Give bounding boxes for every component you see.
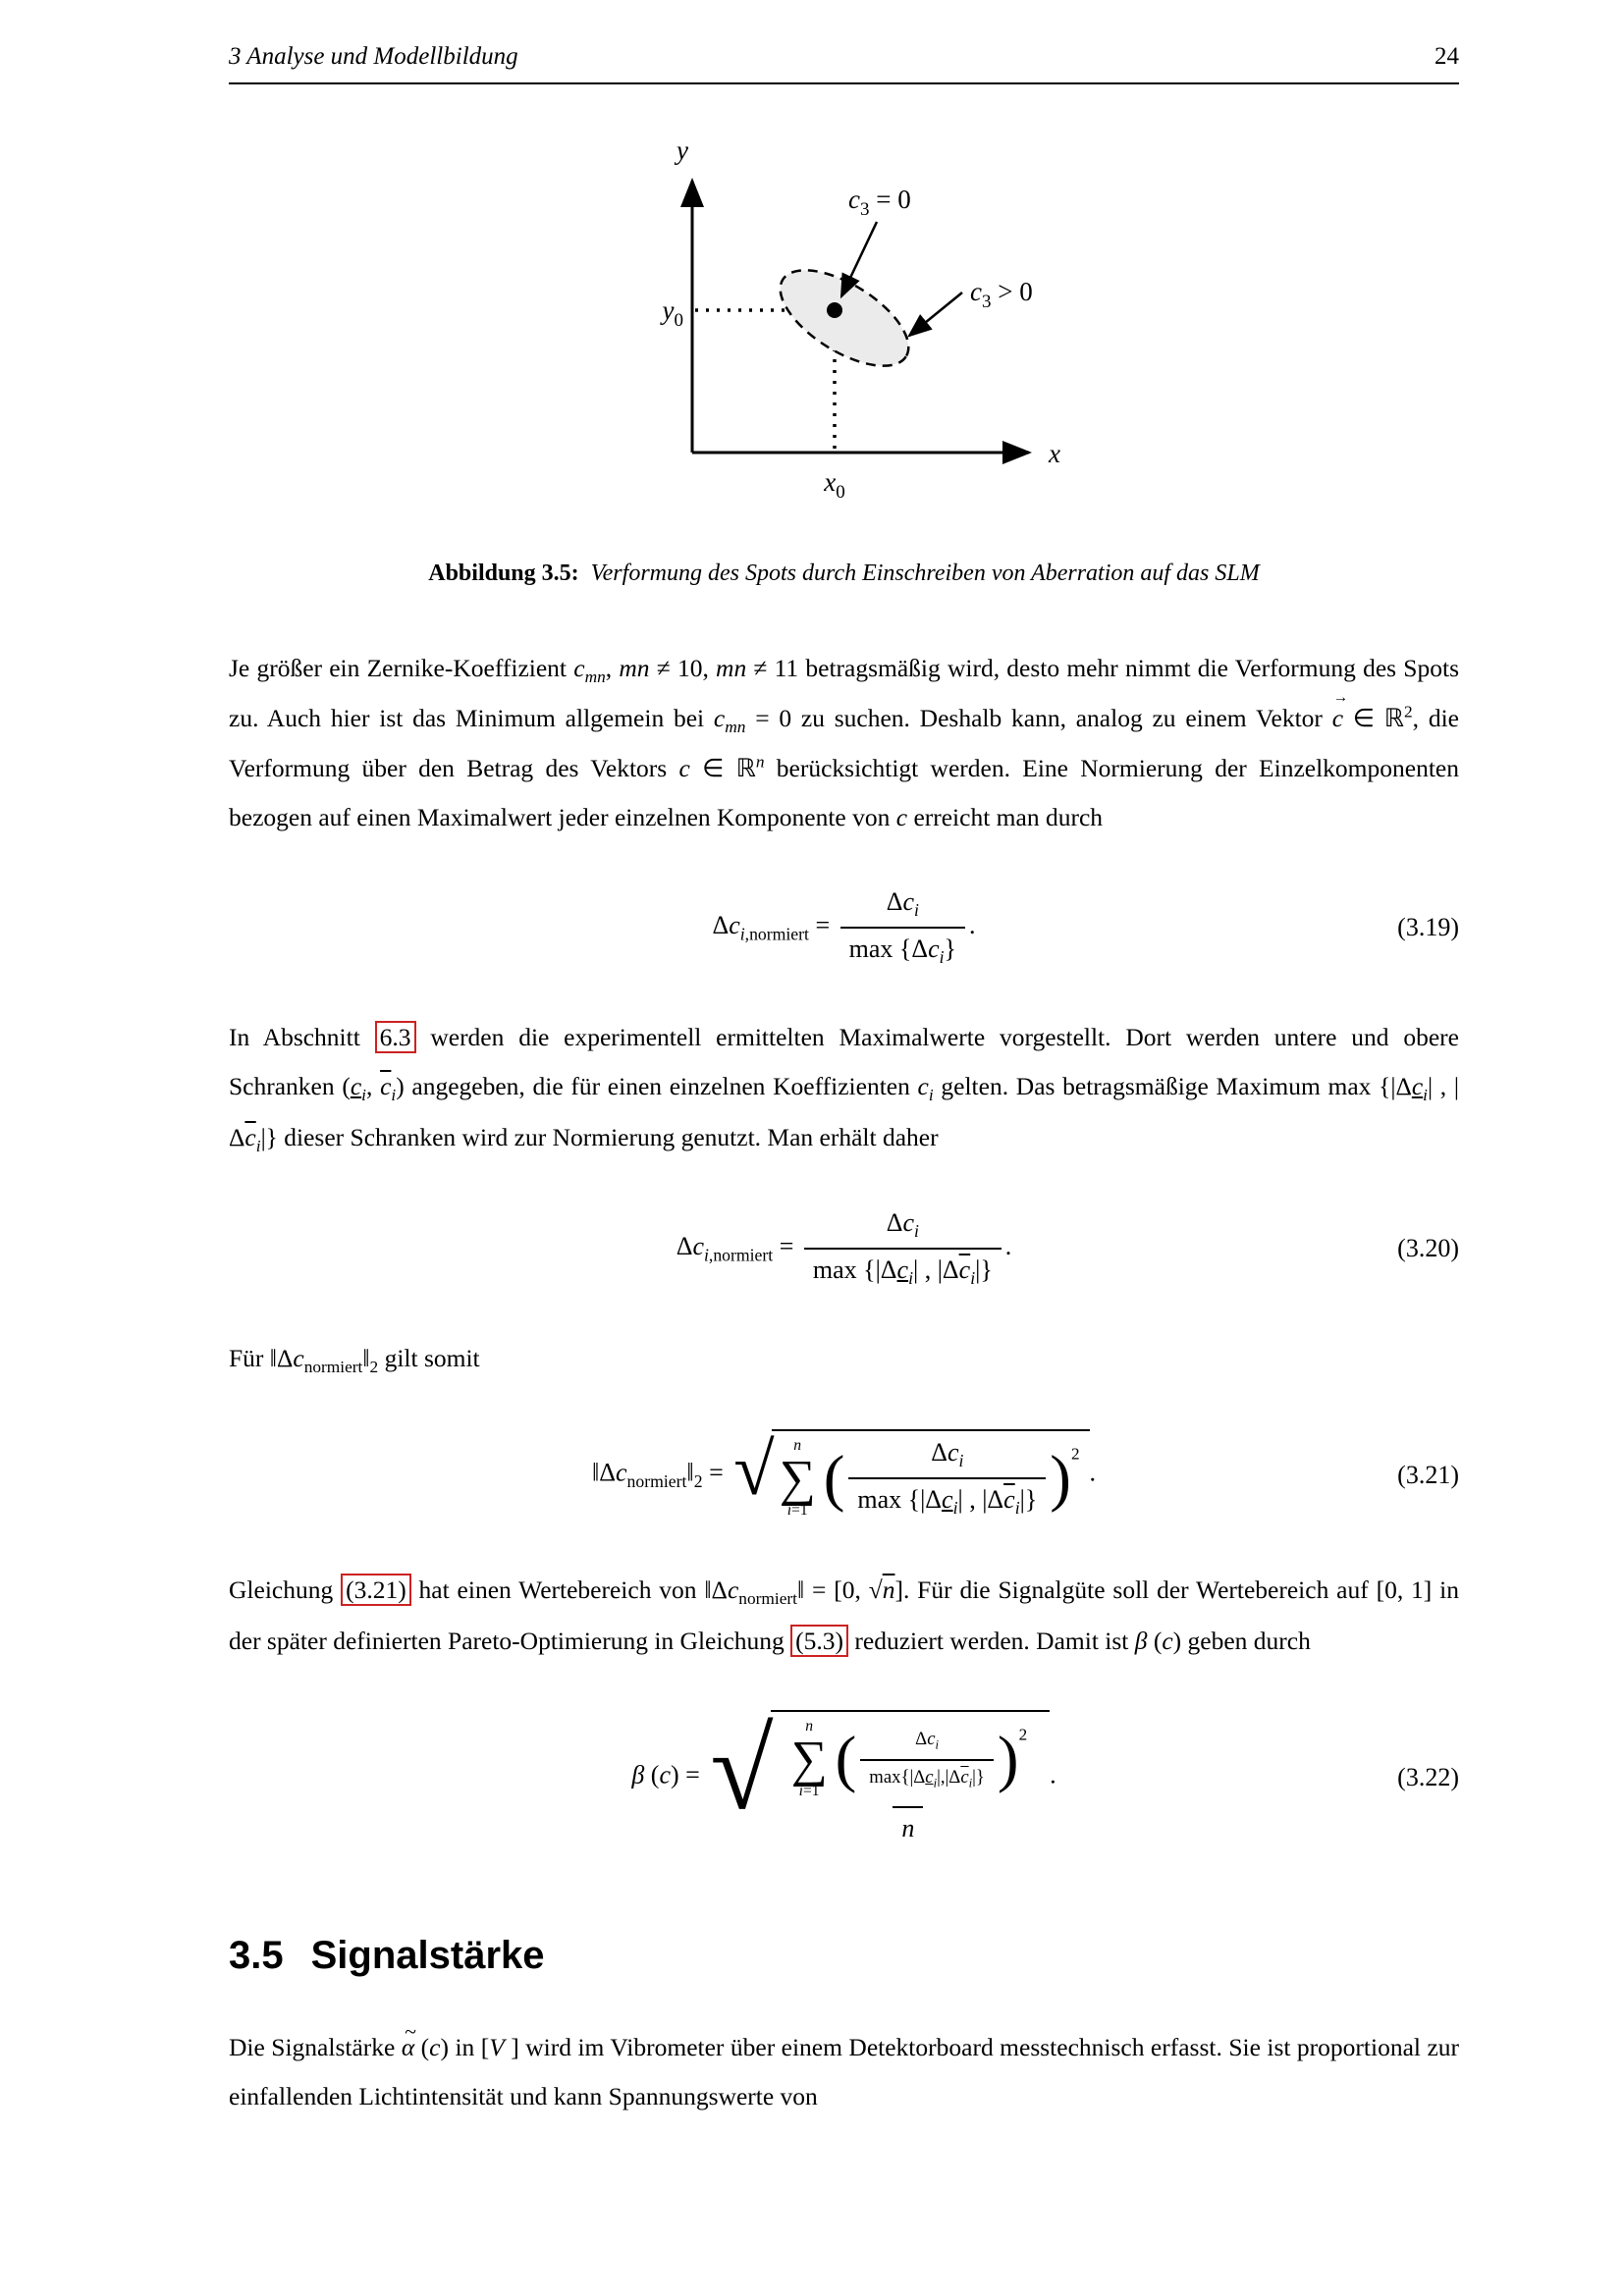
spot-deformation-diagram bbox=[589, 124, 1100, 516]
ref-equation-3-21[interactable]: (3.21) bbox=[341, 1574, 411, 1606]
c3-zero-label: $c_3 = 0$ bbox=[847, 185, 911, 220]
equation-3-22 bbox=[229, 1707, 1459, 1844]
equation-3-19-number: (3.19) bbox=[1397, 913, 1459, 942]
x0-label: $x_0$ bbox=[823, 467, 845, 503]
figure-caption-text: Verformung des Spots durch Einschreiben von Aberration auf das SLM bbox=[590, 561, 1260, 586]
equation-3-22-body: β (c) = √ n ∑ i=1 ( $\frac{\Delta c_i}{\max\{|\Delta c_i|,|\Delta\overline{c}_i|\}}$ )$^2$ n . bbox=[631, 1710, 1056, 1844]
c3-zero-arrow bbox=[841, 222, 877, 296]
figure-3-5 bbox=[229, 124, 1459, 587]
equation-3-19-body: $\Delta c_{i,normiert}$ = $\frac{\Delta c_i}{\max \{\Delta c_i\}}$ . bbox=[712, 887, 976, 968]
y-axis-label: y bbox=[676, 135, 688, 165]
y0-label: $y_0$ bbox=[662, 295, 683, 331]
equation-3-21-number: (3.21) bbox=[1397, 1460, 1459, 1489]
running-section-title: 3 Analyse und Modellbildung bbox=[229, 43, 518, 70]
c3-positive-arrow bbox=[909, 293, 962, 336]
equation-3-19 bbox=[229, 887, 1459, 968]
paragraph-schranken: In Abschnitt 6.3 werden die experimentell ermittelten Maximalwerte vorgestellt. Dort werden untere und obere Schranken ($c_i$, $\overline{c}_i$) angegeben, die für einen einzelnen Koeffizienten $c_i$ gelten. Das betragsmäßige Maximum $\max \{|\Delta c_i|$ , $|\Delta\overline{c}_i|$} dieser Schranken wird zur Normierung genutzt. Man erhält daher bbox=[229, 1023, 1459, 1155]
page-header bbox=[229, 43, 1459, 84]
figure-caption-label: Abbildung 3.5: bbox=[428, 561, 579, 586]
c3-positive-label: $c_3 > 0$ bbox=[969, 277, 1033, 312]
equation-3-20 bbox=[229, 1208, 1459, 1289]
ref-equation-5-3[interactable]: (5.3) bbox=[790, 1625, 848, 1657]
paragraph-signalstaerke: Die Signalstärke α ~ (c) in [V ] wird im Vibrometer über einem Detektorboard messtechnisch erfasst. Sie ist proportional zur einfallenden Lichtintensität und kann Spannungswerte von bbox=[229, 2023, 1459, 2121]
section-title: Signalstärke bbox=[310, 1933, 545, 1977]
page-number: 24 bbox=[1435, 43, 1459, 70]
equation-3-21 bbox=[229, 1429, 1459, 1521]
section-heading-3-5 bbox=[229, 1934, 1459, 1978]
x-axis-label: x bbox=[1048, 439, 1060, 468]
ref-section-6-3[interactable]: 6.3 bbox=[375, 1021, 416, 1053]
equation-3-22-number: (3.22) bbox=[1397, 1763, 1459, 1792]
section-number: 3.5 bbox=[229, 1933, 284, 1977]
deformed-spot-ellipse bbox=[765, 251, 924, 385]
spot-center-dot bbox=[827, 302, 842, 318]
paragraph-wertebereich: Gleichung (3.21) hat einen Wertebereich von $‖\Delta c_{normiert}‖ = [0$, √n]. Für die Signalgüte soll der Wertebereich auf [0, 1] in der später definierten Pareto-Optimierung in Gleichung (5.3) reduziert werden. Damit ist β (c) geben durch bbox=[229, 1575, 1459, 1655]
equation-3-21-body: $‖\Delta c_{normiert}‖_2$ = √ n ∑ i=1 ( $\frac{\Delta c_i}{\max \{|\Delta c_i| , |\Delta\overline{c}_i|\}}$ )$^2$ . bbox=[592, 1429, 1096, 1521]
equation-3-20-number: (3.20) bbox=[1397, 1233, 1459, 1262]
figure-caption bbox=[229, 561, 1459, 587]
paragraph-norm-intro: Für $‖\Delta c_{normiert}‖_2$ gilt somit bbox=[229, 1343, 480, 1377]
equation-3-20-body: $\Delta c_{i,normiert}$ = $\frac{\Delta c_i}{\max \{|\Delta c_i| , |\Delta\overline{c}_i|\}}$ . bbox=[676, 1207, 1012, 1288]
paragraph-zernike-coefficient: Je größer ein Zernike-Koeffizient $c_{mn}$, mn ≠ 10, mn ≠ 11 betragsmäßig wird, desto mehr nimmt die Verformung des Spots zu. Auch hier ist das Minimum allgemein bei $c_{mn} = 0$ zu suchen. Deshalb kann, analog zu einem Vektor c → ∈ ℝ$^2$, die Verformung über den Betrag des Vektors c ∈ ℝ$^n$ berücksichtigt werden. Eine Normierung der Einzelkomponenten bezogen auf einen Maximalwert jeder einzelnen Komponente von c erreicht man durch bbox=[229, 644, 1459, 842]
